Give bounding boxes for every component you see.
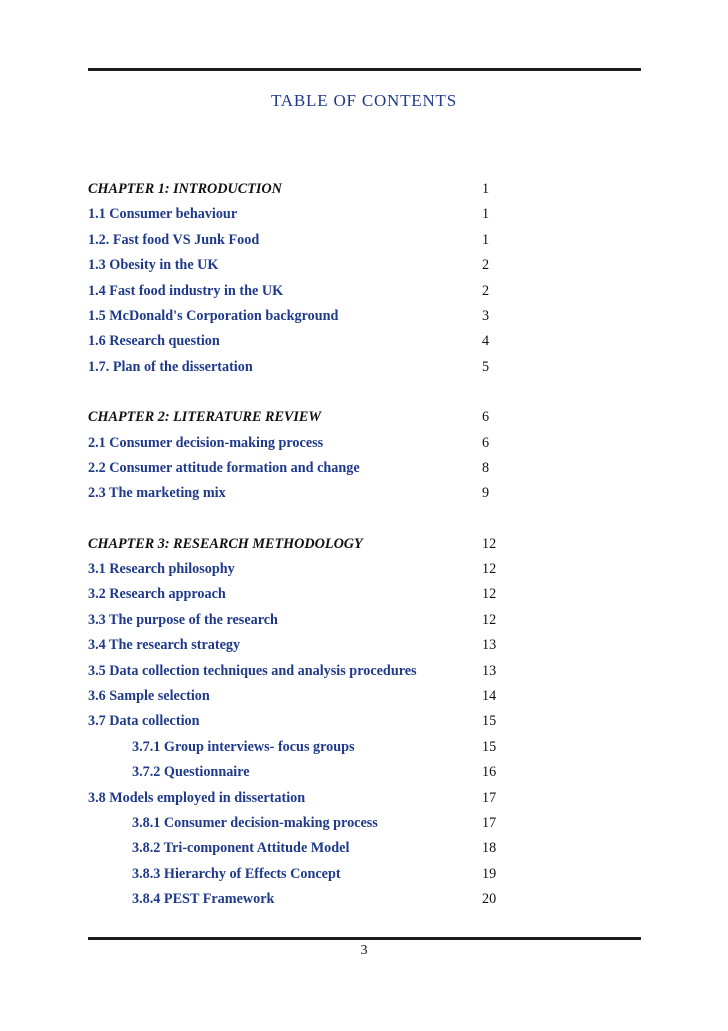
toc-entry-page: 18 [482, 840, 497, 857]
toc-entry-title: 3.8.4 PEST Framework [132, 891, 275, 908]
toc-section-entry[interactable] [88, 355, 648, 380]
toc-entry-title: 3.7 Data collection [88, 713, 200, 730]
toc-group [88, 532, 648, 913]
toc-entry-page: 5 [482, 358, 490, 375]
toc-entry-title: CHAPTER 2: LITERATURE REVIEW [88, 409, 321, 426]
toc-section-entry[interactable] [88, 456, 648, 481]
toc-entry-page: 12 [482, 561, 497, 578]
toc-section-entry[interactable] [88, 431, 648, 456]
toc-entry-title: 1.2. Fast food VS Junk Food [88, 231, 260, 248]
toc-section-entry[interactable] [88, 786, 648, 811]
toc-entry-title: CHAPTER 1: INTRODUCTION [88, 181, 282, 197]
toc-entry-title: 3.1 Research philosophy [88, 561, 235, 578]
toc-entry-page: 6 [482, 409, 490, 426]
toc-chapter-entry[interactable] [88, 177, 648, 202]
toc-entry-title: 2.1 Consumer decision-making process [88, 434, 324, 451]
toc-entry-page: 8 [482, 459, 490, 476]
toc-entry-page: 2 [482, 257, 490, 274]
toc-section-entry[interactable] [88, 633, 648, 658]
toc-entry-title: 3.8 Models employed in dissertation [88, 789, 306, 806]
page-title: TABLE OF CONTENTS [270, 91, 457, 110]
toc-entry-page: 4 [482, 333, 490, 350]
toc-entry-title: 3.8.2 Tri-component Attitude Model [132, 840, 350, 857]
toc-section-entry[interactable] [88, 304, 648, 329]
toc-entry-title: 1.7. Plan of the dissertation [88, 358, 253, 375]
toc-entry-page: 2 [482, 282, 490, 299]
toc-chapter-entry[interactable] [88, 532, 648, 557]
toc-entry-title: 3.8.3 Hierarchy of Effects Concept [132, 865, 341, 882]
toc-section-entry[interactable] [88, 202, 648, 227]
toc-entry-title: 1.4 Fast food industry in the UK [88, 282, 284, 299]
toc-entry-title: 1.1 Consumer behaviour [88, 206, 238, 223]
toc-entry-page: 13 [482, 637, 497, 654]
toc-entry-page: 20 [482, 891, 497, 908]
toc-group [88, 405, 648, 507]
toc-subsection-entry[interactable] [88, 836, 648, 861]
toc-entry-title: 2.2 Consumer attitude formation and change [88, 459, 360, 476]
toc-entry-page: 6 [482, 434, 490, 451]
toc-section-entry[interactable] [88, 329, 648, 354]
toc-section-entry[interactable] [88, 228, 648, 253]
toc-entry-page: 15 [482, 713, 497, 730]
toc-entry-page: 1 [482, 181, 490, 197]
toc-entry-title: 1.6 Research question [88, 333, 220, 350]
toc-section-entry[interactable] [88, 279, 648, 304]
toc-entry-title: CHAPTER 3: RESEARCH METHODOLOGY [88, 535, 363, 552]
toc-entry-title: 1.5 McDonald's Corporation background [88, 307, 339, 324]
toc-section-entry[interactable] [88, 608, 648, 633]
toc-entry-title: 3.7.2 Questionnaire [132, 764, 250, 781]
toc-entry-page: 1 [482, 206, 490, 223]
toc-entry-title: 1.3 Obesity in the UK [88, 257, 219, 274]
toc-entry-title: 3.7.1 Group interviews- focus groups [132, 738, 355, 755]
toc-entry-page: 12 [482, 586, 497, 603]
bottom-rule [88, 937, 641, 940]
toc-entry-title: 3.3 The purpose of the research [88, 611, 278, 628]
toc-entry-page: 13 [482, 662, 497, 679]
toc-chapter-entry[interactable] [88, 405, 648, 430]
page-number: 3 [360, 943, 368, 958]
toc-entry-page: 17 [482, 814, 497, 831]
toc-entry-page: 14 [482, 688, 497, 705]
toc-entry-title: 3.8.1 Consumer decision-making process [132, 814, 378, 831]
toc-entry-page: 1 [482, 231, 490, 248]
toc-entry-page: 19 [482, 865, 497, 882]
toc-subsection-entry[interactable] [88, 735, 648, 760]
toc-section-entry[interactable] [88, 557, 648, 582]
toc-subsection-entry[interactable] [88, 887, 648, 912]
toc-group [88, 177, 648, 380]
toc-entry-title: 3.6 Sample selection [88, 688, 210, 705]
toc-section-entry[interactable] [88, 684, 648, 709]
toc-section-entry[interactable] [88, 253, 648, 278]
toc-entry-page: 12 [482, 535, 497, 552]
top-rule [88, 68, 641, 71]
toc-section-entry[interactable] [88, 659, 648, 684]
toc-entry-page: 9 [482, 485, 490, 502]
toc-section-entry[interactable] [88, 709, 648, 734]
toc-entry-title: 3.5 Data collection techniques and analysis procedures [88, 662, 417, 679]
toc-subsection-entry[interactable] [88, 760, 648, 785]
toc-section-entry[interactable] [88, 481, 648, 506]
table-of-contents [88, 177, 648, 938]
toc-entry-page: 3 [482, 307, 490, 324]
toc-entry-title: 3.4 The research strategy [88, 637, 241, 654]
toc-subsection-entry[interactable] [88, 862, 648, 887]
toc-entry-page: 17 [482, 789, 497, 806]
toc-subsection-entry[interactable] [88, 811, 648, 836]
toc-entry-page: 15 [482, 738, 497, 755]
toc-section-entry[interactable] [88, 582, 648, 607]
toc-entry-title: 3.2 Research approach [88, 586, 226, 603]
toc-entry-page: 12 [482, 611, 497, 628]
toc-entry-title: 2.3 The marketing mix [88, 485, 226, 502]
toc-entry-page: 16 [482, 764, 497, 781]
